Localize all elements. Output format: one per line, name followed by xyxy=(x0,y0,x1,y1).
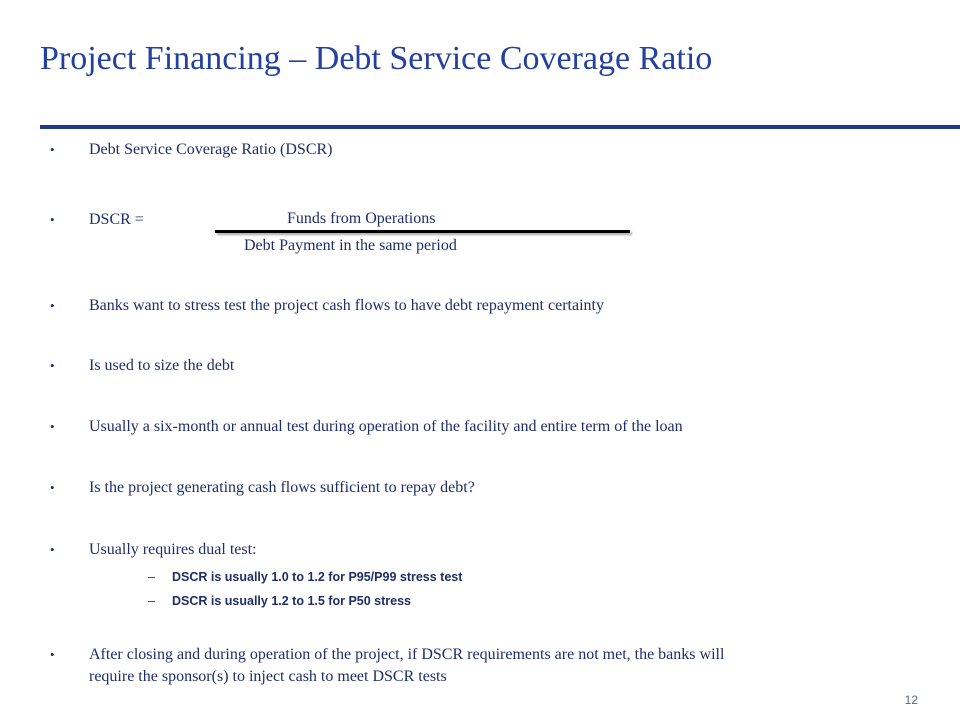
bullet-icon: • xyxy=(50,358,55,373)
bullet-icon: • xyxy=(50,142,55,157)
sub-bullet-item xyxy=(148,570,462,584)
bullet-icon: • xyxy=(50,212,55,227)
bullet-text: Is the project generating cash flows sufficient to repay debt? xyxy=(89,479,475,496)
sub-bullet-text: DSCR is usually 1.0 to 1.2 for P95/P99 stress test xyxy=(172,570,463,584)
bullet-icon: • xyxy=(50,480,55,495)
title-divider xyxy=(40,125,960,129)
formula-fraction-line xyxy=(215,230,630,233)
bullet-text: DSCR = xyxy=(89,211,144,228)
bullet-text: After closing and during operation of the project, if DSCR requirements are not met, the banks will xyxy=(89,646,725,663)
bullet-text: Debt Service Coverage Ratio (DSCR) xyxy=(89,141,333,158)
bullet-text: Usually requires dual test: xyxy=(89,541,257,558)
bullet-text: Banks want to stress test the project cash flows to have debt repayment certainty xyxy=(89,297,604,314)
dash-icon: – xyxy=(148,570,155,584)
bullet-icon: • xyxy=(50,542,55,557)
sub-bullet-text: DSCR is usually 1.2 to 1.5 for P50 stress xyxy=(172,594,411,608)
bullet-icon: • xyxy=(50,647,55,662)
bullet-text-continuation: require the sponsor(s) to inject cash to meet DSCR tests xyxy=(89,668,447,685)
page-number: 12 xyxy=(904,693,918,707)
bullet-icon: • xyxy=(50,298,55,313)
dash-icon: – xyxy=(148,594,155,608)
formula-numerator: Funds from Operations xyxy=(287,210,436,227)
bullet-text: Is used to size the debt xyxy=(89,357,235,374)
bullet-text: Usually a six-month or annual test during operation of the facility and entire term of the loan xyxy=(89,418,683,435)
formula-denominator: Debt Payment in the same period xyxy=(244,237,457,254)
sub-bullet-item xyxy=(148,594,411,608)
slide-title: Project Financing – Debt Service Coverage Ratio xyxy=(40,40,713,77)
bullet-icon: • xyxy=(50,419,55,434)
